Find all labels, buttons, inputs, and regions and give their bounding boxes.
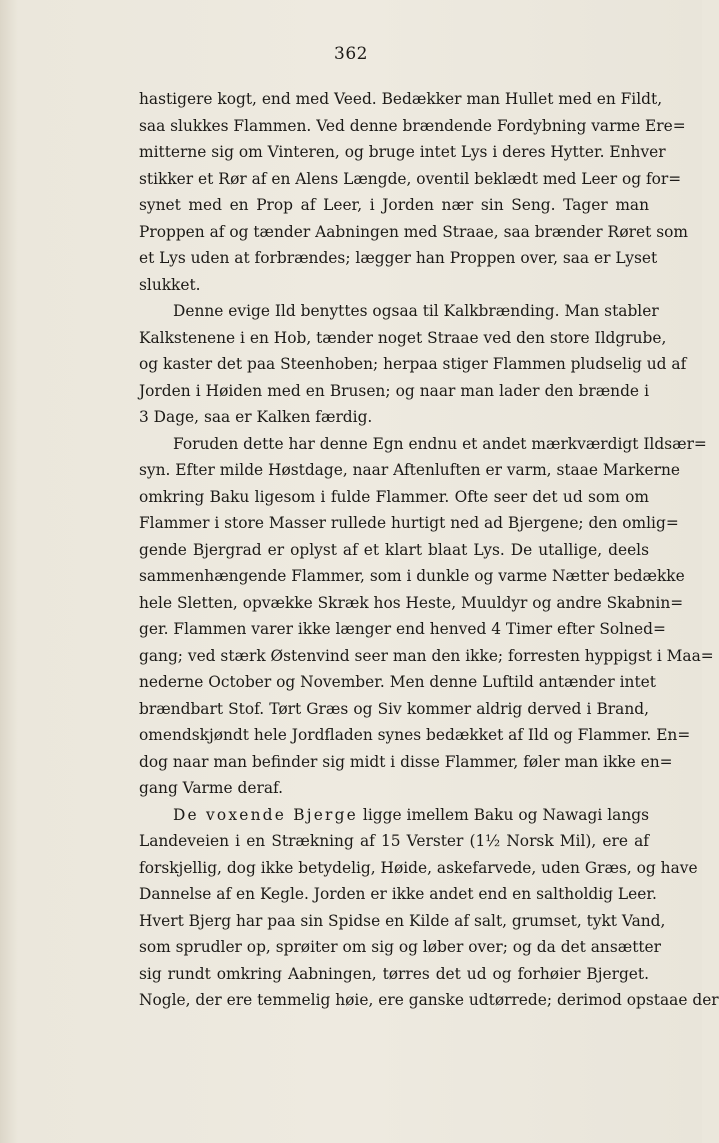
text-line: saa slukkes Flammen. Ved denne brændende Fordybning varme Ere= [139, 116, 686, 135]
text-line: Proppen af og tænder Aabningen med Straae, saa brænder Røret som [139, 222, 688, 241]
text-line: hele Sletten, opvække Skræk hos Heste, Muuldyr og andre Skabnin= [139, 593, 684, 612]
paragraph [139, 431, 714, 802]
text-line: og kaster det paa Steenhoben; herpaa stiger Flammen pludselig ud af [139, 355, 687, 373]
text-line: stikker et Rør af en Alens Længde, oventil beklædt med Leer og for= [139, 169, 682, 188]
text-line: Denne evige Ild benyttes ogsaa til Kalkbrænding. Man stabler [173, 302, 659, 320]
text-line: som sprudler op, sprøiter om sig og løber over; og da det ansætter [139, 938, 662, 956]
text-line: omendskjøndt hele Jordfladen synes bedækket af Ild og Flammer. En= [139, 726, 691, 744]
text-line: Jorden i Høiden med en Brusen; og naar man lader den brænde i [139, 381, 649, 400]
text-line: gang Varme deraf. [139, 779, 284, 797]
text-line: Kalkstenene i en Hob, tænder noget Straae ved den store Ildgrube, [139, 328, 667, 347]
text-line: hastigere kogt, end med Veed. Bedækker man Hullet med en Fildt, [139, 90, 663, 108]
spaced-emphasis: De voxende Bjerge [173, 805, 358, 824]
body-text [139, 86, 719, 1014]
text-line: Hvert Bjerg har paa sin Spidse en Kilde af salt, grumset, tykt Vand, [139, 911, 666, 930]
text-line: dog naar man befinder sig midt i disse Flammer, føler man ikke en= [139, 752, 673, 771]
text-line: gang; ved stærk Østenvind seer man den ikke; forresten hyppigst i Maa= [139, 646, 714, 665]
page-number: 362 [334, 44, 368, 64]
paragraph [139, 802, 719, 1014]
text-line [139, 802, 649, 829]
text-line: forskjellig, dog ikke betydelig, Høide, askefarvede, uden Græs, og have [139, 858, 698, 877]
text-line: et Lys uden at forbrændes; lægger han Proppen over, saa er Lyset [139, 249, 658, 267]
paragraph [139, 298, 687, 431]
text-line: brændbart Stof. Tørt Græs og Siv kommer aldrig derved i Brand, [139, 699, 649, 718]
text-line: Landeveien i en Strækning af 15 Verster (1½ Norsk Mil), ere af [139, 832, 649, 850]
text-line: Flammer i store Masser rullede hurtigt ned ad Bjergene; den omlig= [139, 514, 679, 532]
text-line: 3 Dage, saa er Kalken færdig. [139, 408, 373, 426]
text-line: omkring Baku ligesom i fulde Flammer. Ofte seer det ud som om [139, 487, 649, 506]
text-line: ger. Flammen varer ikke længer end henved 4 Timer efter Solned= [139, 620, 666, 638]
text-line: Foruden dette har denne Egn endnu et andet mærkværdigt Ildsær= [173, 434, 707, 453]
text-line: nederne October og November. Men denne Luftild antænder intet [139, 673, 656, 691]
text-line: mitterne sig om Vinteren, og bruge intet Lys i deres Hytter. Enhver [139, 143, 666, 161]
text-line: syn. Efter milde Høstdage, naar Aftenluften er varm, staae Markerne [139, 461, 680, 479]
paragraph [139, 86, 688, 298]
text-line: Dannelse af en Kegle. Jorden er ikke andet end en saltholdig Leer. [139, 885, 657, 903]
text-line: sammenhængende Flammer, som i dunkle og varme Nætter bedække [139, 567, 685, 585]
text-line: sig rundt omkring Aabningen, tørres det ud og forhøier Bjerget. [139, 964, 649, 983]
text-line: gende Bjergrad er oplyst af et klart blaat Lys. De utallige, deels [139, 540, 649, 559]
text-line: slukket. [139, 275, 201, 294]
line-rest: ligge imellem Baku og Nawagi langs [357, 805, 649, 824]
text-line: Nogle, der ere temmelig høie, ere ganske udtørrede; derimod opstaae der [139, 991, 719, 1009]
text-line: synet med en Prop af Leer, i Jorden nær sin Seng. Tager man [139, 196, 649, 214]
